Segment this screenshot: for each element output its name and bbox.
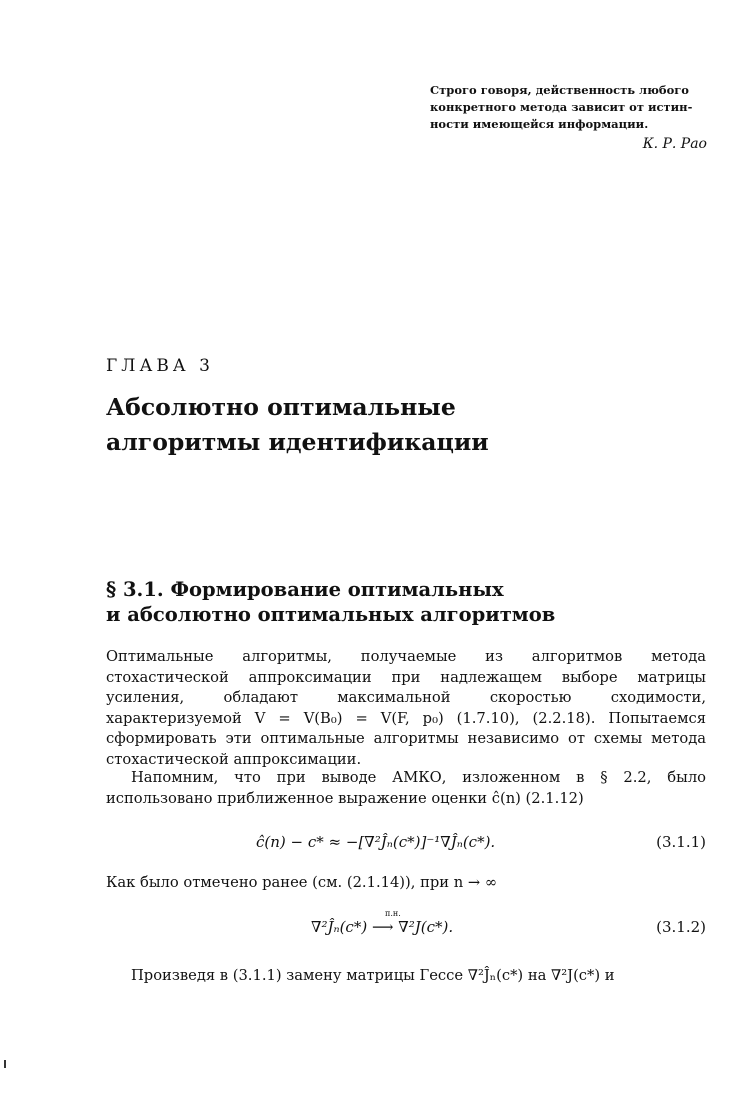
chapter-title-line: алгоритмы идентификации [106, 428, 489, 456]
scan-mark [4, 1060, 6, 1068]
section-title-line: и абсолютно оптимальных алгоритмов [106, 603, 556, 626]
paragraph-optimal-algorithms: Оптимальные алгоритмы, получаемые из алгоритмов метода стохастической аппроксимации при надлежащем выборе матрицы усиления, обладают максимальной скоростью сходимости, характеризуемой V = V(B₀) = V(F, p₀) (1.7.10), (2.2.18). Попытаемся сформировать эти оптимальные алгоритмы независимо от схемы метода стохастической аппроксимации. [106, 648, 706, 768]
section-title-line: § 3.1. Формирование оптимальных [106, 578, 504, 601]
epigraph [430, 82, 712, 133]
epigraph-line: Строго говоря, действенность любого [430, 83, 689, 97]
arrow-label: п.н. [385, 909, 401, 918]
equation-number: (3.1.2) [656, 918, 706, 936]
formula-expression [311, 909, 454, 936]
chapter-label: ГЛАВА 3 [106, 356, 214, 376]
paragraph-noted: Как было отмечено ранее (см. (2.1.14)), при n → ∞ [106, 874, 498, 891]
paragraph-replacement: Произведя в (3.1.1) замену матрицы Гессе ∇²Ĵₙ(c*) на ∇²J(c*) и [131, 967, 615, 984]
chapter-title-line: Абсолютно оптимальные [106, 393, 456, 421]
paragraph-recall: Напомним, что при выводе АМКО, изложенном в § 2.2, было использовано приближенное выражение оценки ĉ(n) (2.1.12) [106, 769, 706, 807]
epigraph-author: К. Р. Рао [642, 136, 707, 152]
epigraph-line: конкретного метода зависит от истин- [430, 100, 693, 114]
chapter-title [106, 390, 489, 460]
equation-number: (3.1.1) [656, 833, 706, 851]
formula-expression: ĉ(n) − c* ≈ −[∇²Ĵₙ(c*)]⁻¹∇Ĵₙ(c*). [256, 833, 496, 851]
epigraph-line: ности имеющейся информации. [430, 117, 649, 131]
formula-expression-text: ∇²Ĵₙ(c*) ⟶ ∇²J(c*). [311, 918, 454, 936]
section-title [106, 577, 555, 627]
